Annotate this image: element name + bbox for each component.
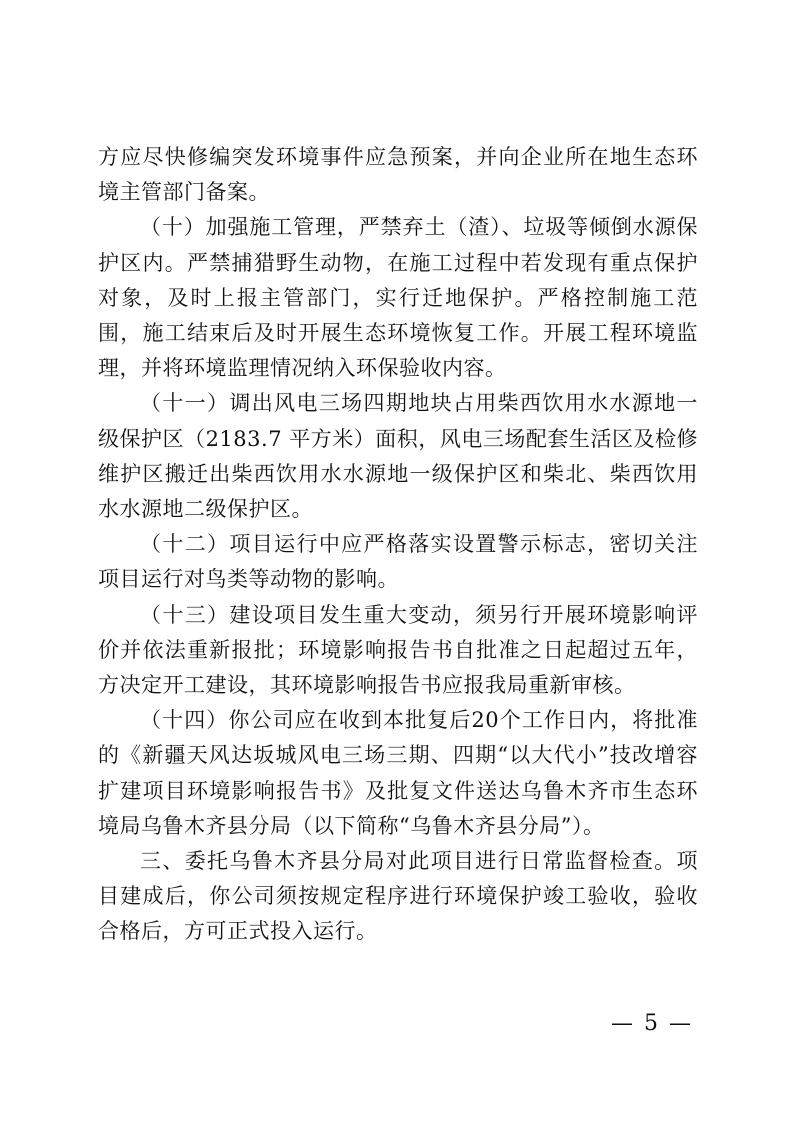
page-number: — 5 — <box>611 1011 693 1036</box>
paragraph-continuation: 方应尽快修编突发环境事件应急预案，并向企业所在地生态环境主管部门备案。 <box>98 145 698 205</box>
paragraph-item-10: （十）加强施工管理，严禁弃土（渣）、垃圾等倾倒水源保护区内。严禁捕猎野生动物，在施工过程中若发现有重点保护对象，及时上报主管部门，实行迁地保护。严格控制施工范围，施工结束后及时开展生态环境恢复工作。开展工程环境监理，并将环境监理情况纳入环保验收内容。 <box>98 215 698 381</box>
paragraph-section-3: 三、委托乌鲁木齐县分局对此项目进行日常监督检查。项目建成后，你公司须按规定程序进行环境保护竣工验收，验收合格后，方可正式投入运行。 <box>98 849 698 944</box>
paragraph-item-13: （十三）建设项目发生重大变动，须另行开展环境影响评价并依法重新报批；环境影响报告书自批准之日起超过五年，方决定开工建设，其环境影响报告书应报我局重新审核。 <box>98 602 698 698</box>
paragraph-item-14: （十四）你公司应在收到本批复后20个工作日内，将批准的《新疆天风达坂城风电三场三期、四期“以大代小”技改增容扩建项目环境影响报告书》及批复文件送达乌鲁木齐市生态环境局乌鲁木齐县分局（以下简称“乌鲁木齐县分局”）。 <box>98 708 698 838</box>
paragraph-item-12: （十二）项目运行中应严格落实设置警示标志，密切关注项目运行对鸟类等动物的影响。 <box>98 532 698 592</box>
document-body <box>98 140 698 950</box>
paragraph-item-11: （十一）调出风电三场四期地块占用柴西饮用水水源地一级保护区（2183.7 平方米）面积，风电三场配套生活区及检修维护区搬迁出柴西饮用水水源地一级保护区和柴北、柴西饮用水水源地二级保护区。 <box>98 391 698 522</box>
